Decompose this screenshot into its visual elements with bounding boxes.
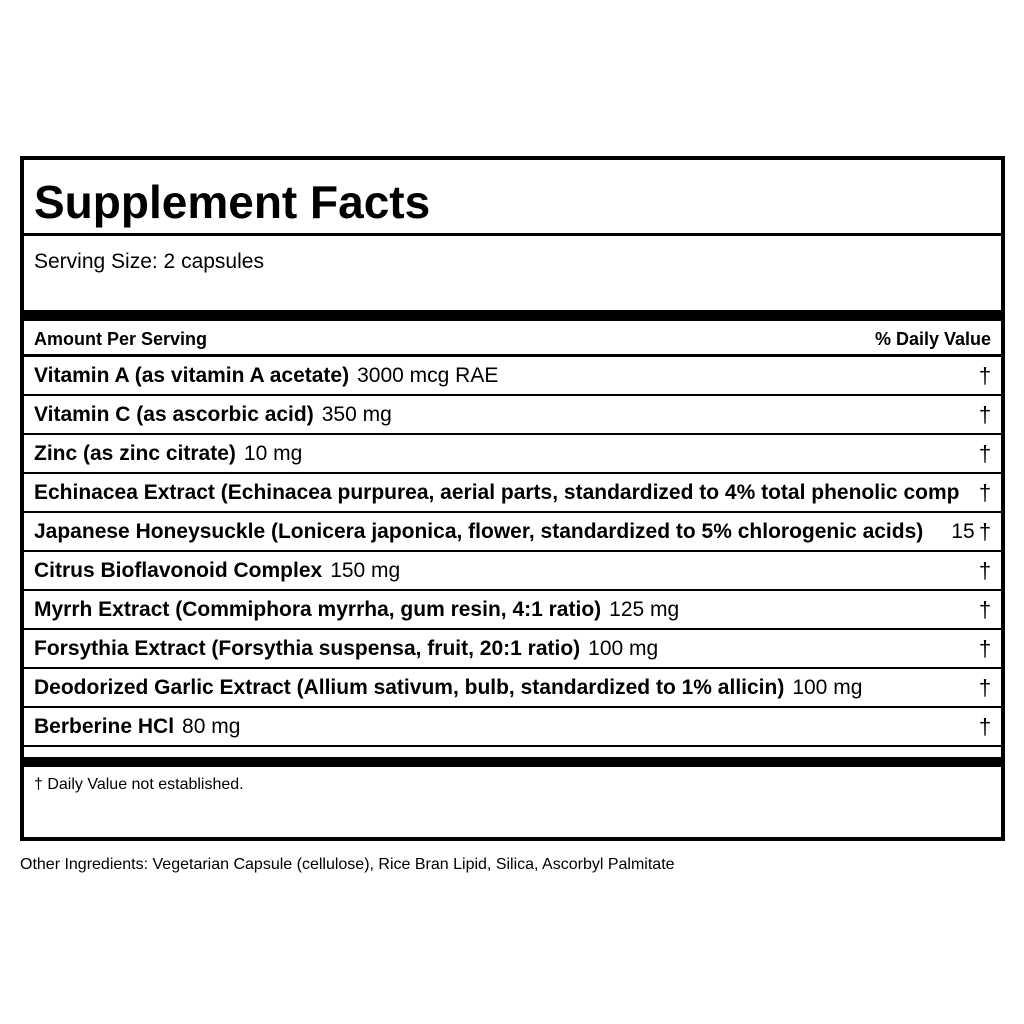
ingredient-amount: 150 mg [330, 559, 401, 582]
ingredient-name: Zinc (as zinc citrate) [34, 442, 236, 465]
ingredient-name: Deodorized Garlic Extract (Allium sativum, bulb, standardized to 1% allicin) [34, 676, 785, 699]
bottom-thick-divider [24, 757, 1001, 767]
ingredient-row [24, 357, 1001, 396]
ingredient-daily-value: † [978, 636, 992, 661]
ingredient-row [24, 396, 1001, 435]
other-ingredients: Other Ingredients: Vegetarian Capsule (cellulose), Rice Bran Lipid, Silica, Ascorbyl Palmitate [20, 856, 675, 873]
ingredient-row [24, 474, 1001, 513]
ingredient-daily-value: † [978, 597, 992, 622]
ingredient-row [24, 708, 1001, 747]
title-divider [24, 233, 1001, 236]
ingredient-amount: 3000 mcg RAE [357, 364, 499, 387]
ingredient-amount: 80 mg [182, 715, 241, 738]
ingredient-name: Japanese Honeysuckle (Lonicera japonica, flower, standardized to 5% chlorogenic acids) [34, 520, 924, 543]
ingredient-name: Vitamin C (as ascorbic acid) [34, 403, 314, 426]
ingredient-amount: 125 mg [609, 598, 680, 621]
footnote: † Daily Value not established. [34, 776, 244, 793]
ingredient-daily-value: † [978, 558, 992, 583]
supplement-facts-panel [20, 156, 1005, 841]
panel-title: Supplement Facts [34, 176, 431, 228]
ingredient-name: Berberine HCl [34, 715, 175, 738]
daily-value-header: % Daily Value [874, 329, 991, 349]
ingredient-daily-value: † [978, 363, 992, 388]
ingredient-list [24, 357, 1001, 747]
ingredient-amount: 100 mg [792, 676, 863, 699]
ingredient-row [24, 669, 1001, 708]
thick-divider [24, 310, 1001, 321]
ingredient-daily-value: † [978, 675, 992, 700]
ingredient-row [24, 552, 1001, 591]
ingredient-daily-value: † [978, 519, 992, 544]
ingredient-amount: 350 mg [321, 403, 392, 426]
ingredient-name: Echinacea Extract (Echinacea purpurea, aerial parts, standardized to 4% total phenolic comp [34, 481, 960, 504]
ingredient-amount: 100 mg [588, 637, 659, 660]
ingredient-daily-value: † [978, 441, 992, 466]
amount-per-serving-header: Amount Per Serving [34, 329, 208, 349]
ingredient-name: Vitamin A (as vitamin A acetate) [34, 364, 350, 387]
serving-size: Serving Size: 2 capsules [34, 250, 264, 273]
ingredient-daily-value: † [978, 402, 992, 427]
ingredient-amount: 10 mg [243, 442, 303, 465]
ingredient-name: Citrus Bioflavonoid Complex [34, 559, 323, 582]
ingredient-daily-value: † [978, 480, 992, 505]
ingredient-row [24, 591, 1001, 630]
ingredient-row [24, 513, 1001, 552]
column-header-row [24, 323, 1001, 355]
ingredient-name: Myrrh Extract (Commiphora myrrha, gum resin, 4:1 ratio) [34, 598, 602, 621]
ingredient-row [24, 435, 1001, 474]
ingredient-daily-value: † [978, 714, 992, 739]
ingredient-amount: 15 [951, 520, 975, 543]
ingredient-name: Forsythia Extract (Forsythia suspensa, fruit, 20:1 ratio) [34, 637, 581, 660]
ingredient-row [24, 630, 1001, 669]
